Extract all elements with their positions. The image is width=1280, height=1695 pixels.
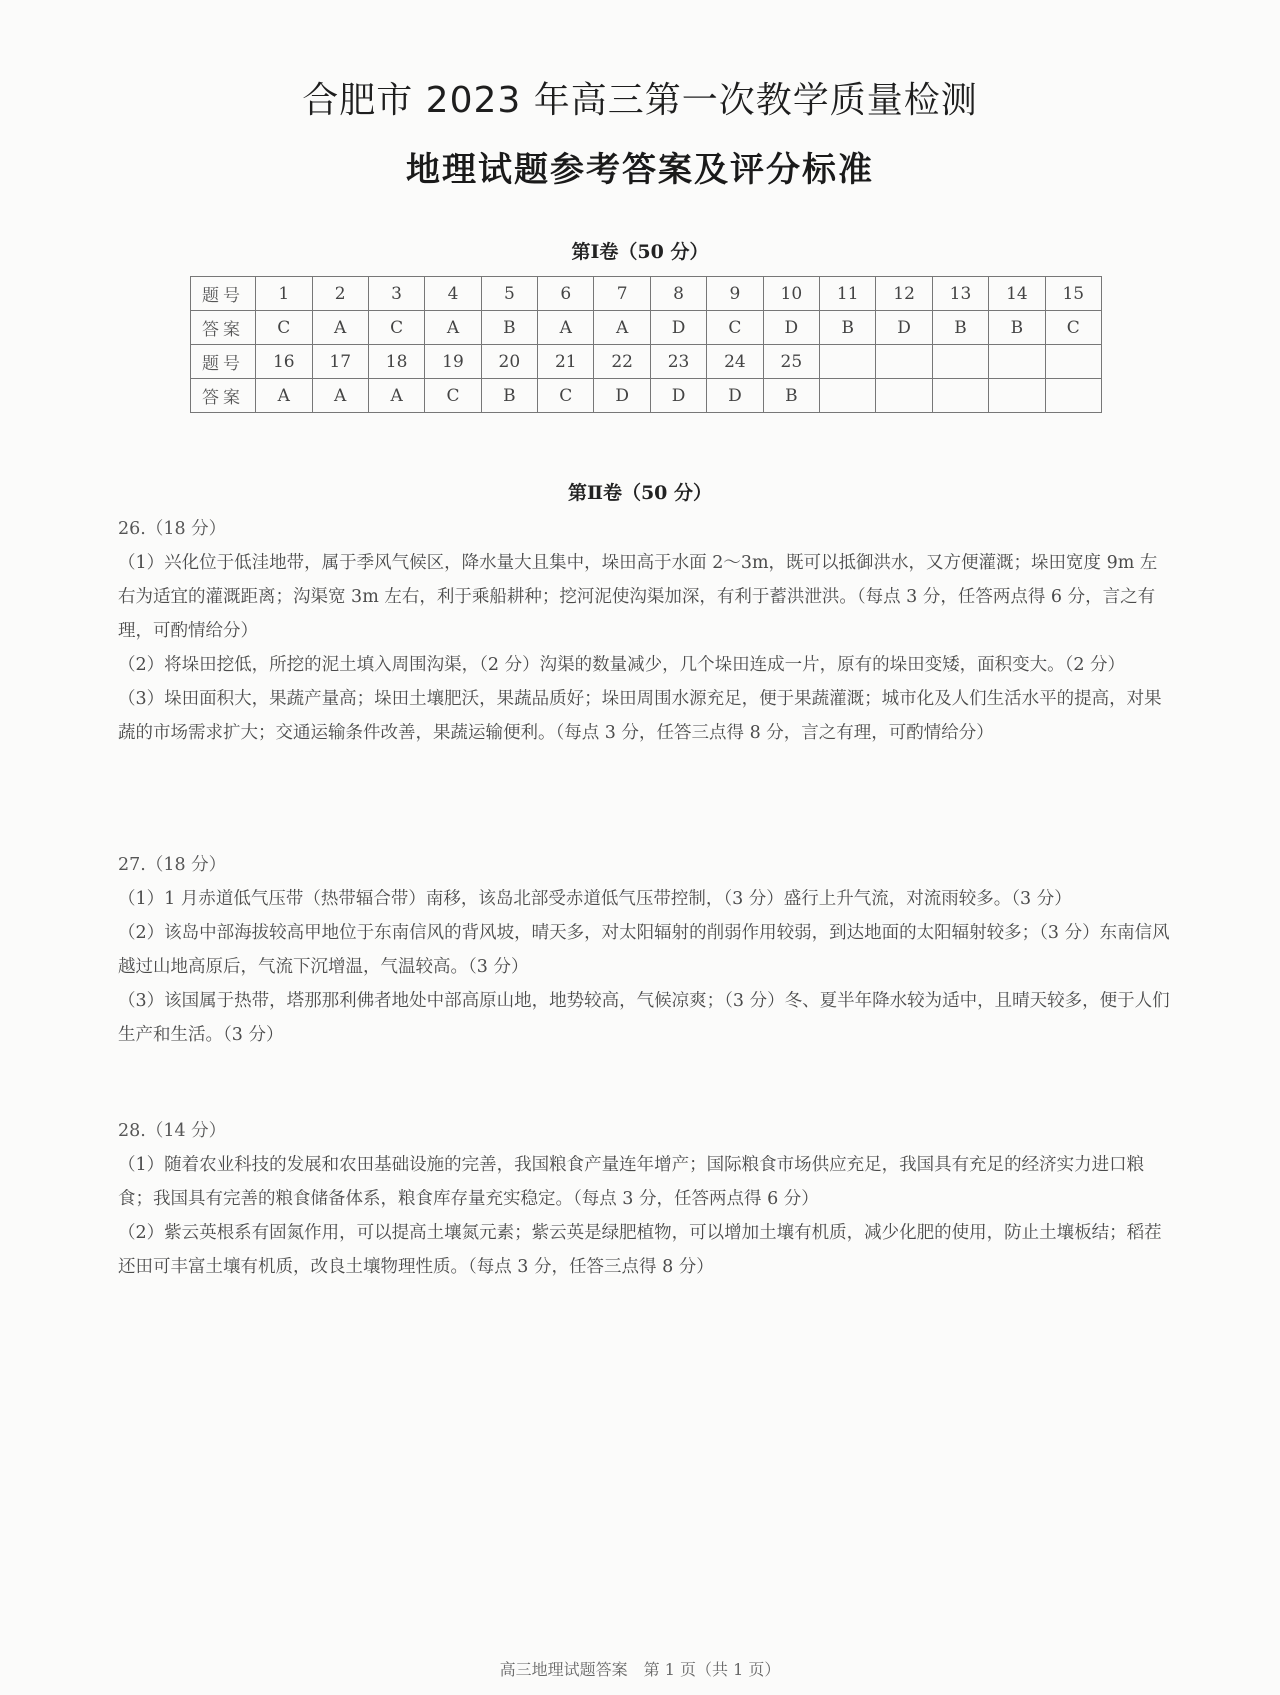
- question-number-cell: [820, 345, 876, 379]
- question-27-answer-1: （1）1 月赤道低气压带（热带辐合带）南移，该岛北部受赤道低气压带控制，（3 分）盛行上升气流，对流雨较多。（3 分）: [118, 889, 1072, 909]
- answer-cell: A: [368, 379, 424, 413]
- row-label-question: 题号: [191, 277, 256, 311]
- question-number-cell: 6: [538, 277, 594, 311]
- question-number-cell: 14: [989, 277, 1045, 311]
- answer-cell: [876, 379, 932, 413]
- question-number-cell: 3: [368, 277, 424, 311]
- answer-cell: B: [989, 311, 1045, 345]
- answer-cell: B: [763, 379, 819, 413]
- question-28: [118, 1114, 1170, 1284]
- question-26-answer-3: （3）垛田面积大，果蔬产量高；垛田土壤肥沃，果蔬品质好；垛田周围水源充足，便于果蔬灌溉；城市化及人们生活水平的提高，对果蔬的市场需求扩大；交通运输条件改善，果蔬运输便利。（每点 3 分，任答三点得 8 分，言之有理，可酌情给分）: [118, 689, 1162, 743]
- answer-cell: C: [425, 379, 481, 413]
- question-27-head: 27.（18 分）: [118, 855, 227, 875]
- answer-cell: D: [763, 311, 819, 345]
- question-26: [118, 512, 1170, 750]
- question-number-cell: 9: [707, 277, 763, 311]
- answer-cell: C: [707, 311, 763, 345]
- row-label-answer: 答案: [191, 311, 256, 345]
- answer-cell: B: [820, 311, 876, 345]
- question-number-cell: 11: [820, 277, 876, 311]
- row-label-answer: 答案: [191, 379, 256, 413]
- answer-cell: D: [707, 379, 763, 413]
- question-26-head: 26.（18 分）: [118, 519, 227, 539]
- question-number-cell: 5: [481, 277, 537, 311]
- question-number-cell: 4: [425, 277, 481, 311]
- question-number-cell: 17: [312, 345, 368, 379]
- question-number-cell: [932, 345, 988, 379]
- answer-cell: B: [932, 311, 988, 345]
- answer-cell: C: [368, 311, 424, 345]
- question-number-cell: [876, 345, 932, 379]
- answer-cell: C: [538, 379, 594, 413]
- answer-table: [190, 276, 1102, 413]
- part1-heading: 第Ⅰ卷（50 分）: [571, 241, 709, 263]
- answer-row: [191, 379, 1102, 413]
- question-27-answer-3: （3）该国属于热带，塔那那利佛者地处中部高原山地，地势较高，气候凉爽；（3 分）冬、夏半年降水较为适中，且晴天较多，便于人们生产和生活。（3 分）: [118, 991, 1170, 1045]
- answer-cell: [989, 379, 1045, 413]
- answer-cell: A: [312, 311, 368, 345]
- answer-cell: [932, 379, 988, 413]
- answer-row: [191, 311, 1102, 345]
- question-number-cell: 10: [763, 277, 819, 311]
- question-27-answer-2: （2）该岛中部海拔较高甲地位于东南信风的背风坡，晴天多，对太阳辐射的削弱作用较弱，到达地面的太阳辐射较多；（3 分）东南信风越过山地高原后，气流下沉增温，气温较高。（3 分）: [118, 923, 1170, 977]
- row-label-question: 题号: [191, 345, 256, 379]
- question-number-cell: 20: [481, 345, 537, 379]
- answer-cell: D: [650, 311, 706, 345]
- answer-cell: D: [876, 311, 932, 345]
- question-number-row: [191, 345, 1102, 379]
- answer-cell: C: [1045, 311, 1101, 345]
- question-number-cell: 19: [425, 345, 481, 379]
- page-subtitle: 地理试题参考答案及评分标准: [406, 150, 874, 190]
- question-number-cell: 22: [594, 345, 650, 379]
- answer-cell: B: [481, 379, 537, 413]
- page-title: 合肥市 2023 年高三第一次教学质量检测: [302, 80, 978, 121]
- answer-cell: A: [538, 311, 594, 345]
- question-number-cell: 2: [312, 277, 368, 311]
- answer-cell: A: [256, 379, 312, 413]
- answer-cell: D: [594, 379, 650, 413]
- question-number-cell: 7: [594, 277, 650, 311]
- question-number-cell: 24: [707, 345, 763, 379]
- question-number-cell: [989, 345, 1045, 379]
- question-number-cell: 12: [876, 277, 932, 311]
- part2-heading: 第Ⅱ卷（50 分）: [567, 482, 713, 504]
- question-28-answer-1: （1）随着农业科技的发展和农田基础设施的完善，我国粮食产量连年增产；国际粮食市场供应充足，我国具有充足的经济实力进口粮食；我国具有完善的粮食储备体系，粮食库存量充实稳定。（每点 3 分，任答两点得 6 分）: [118, 1155, 1145, 1209]
- answer-cell: A: [312, 379, 368, 413]
- page-footer: 高三地理试题答案 第 1 页（共 1 页）: [499, 1660, 781, 1679]
- answer-cell: C: [256, 311, 312, 345]
- question-number-cell: 18: [368, 345, 424, 379]
- question-number-cell: [1045, 345, 1101, 379]
- question-28-answer-2: （2）紫云英根系有固氮作用，可以提高土壤氮元素；紫云英是绿肥植物，可以增加土壤有机质，减少化肥的使用，防止土壤板结；稻茬还田可丰富土壤有机质，改良土壤物理性质。（每点 3 分，任答三点得 8 分）: [118, 1223, 1162, 1277]
- answer-cell: B: [481, 311, 537, 345]
- answer-cell: [1045, 379, 1101, 413]
- question-number-cell: 25: [763, 345, 819, 379]
- question-28-head: 28.（14 分）: [118, 1121, 227, 1141]
- question-number-cell: 16: [256, 345, 312, 379]
- question-number-row: [191, 277, 1102, 311]
- question-number-cell: 13: [932, 277, 988, 311]
- question-26-answer-2: （2）将垛田挖低，所挖的泥土填入周围沟渠，（2 分）沟渠的数量减少，几个垛田连成一片，原有的垛田变矮，面积变大。（2 分）: [118, 655, 1126, 675]
- answer-cell: A: [425, 311, 481, 345]
- question-27: [118, 848, 1170, 1052]
- answer-cell: A: [594, 311, 650, 345]
- question-number-cell: 23: [650, 345, 706, 379]
- question-number-cell: 1: [256, 277, 312, 311]
- question-number-cell: 15: [1045, 277, 1101, 311]
- question-number-cell: 8: [650, 277, 706, 311]
- question-26-answer-1: （1）兴化位于低洼地带，属于季风气候区，降水量大且集中，垛田高于水面 2～3m，既可以抵御洪水，又方便灌溉；垛田宽度 9m 左右为适宜的灌溉距离；沟渠宽 3m 左右，利于乘船耕种；挖河泥使沟渠加深，有利于蓄洪泄洪。（每点 3 分，任答两点得 6 分，言之有理，可酌情给分）: [118, 553, 1158, 641]
- answer-cell: [820, 379, 876, 413]
- question-number-cell: 21: [538, 345, 594, 379]
- answer-cell: D: [650, 379, 706, 413]
